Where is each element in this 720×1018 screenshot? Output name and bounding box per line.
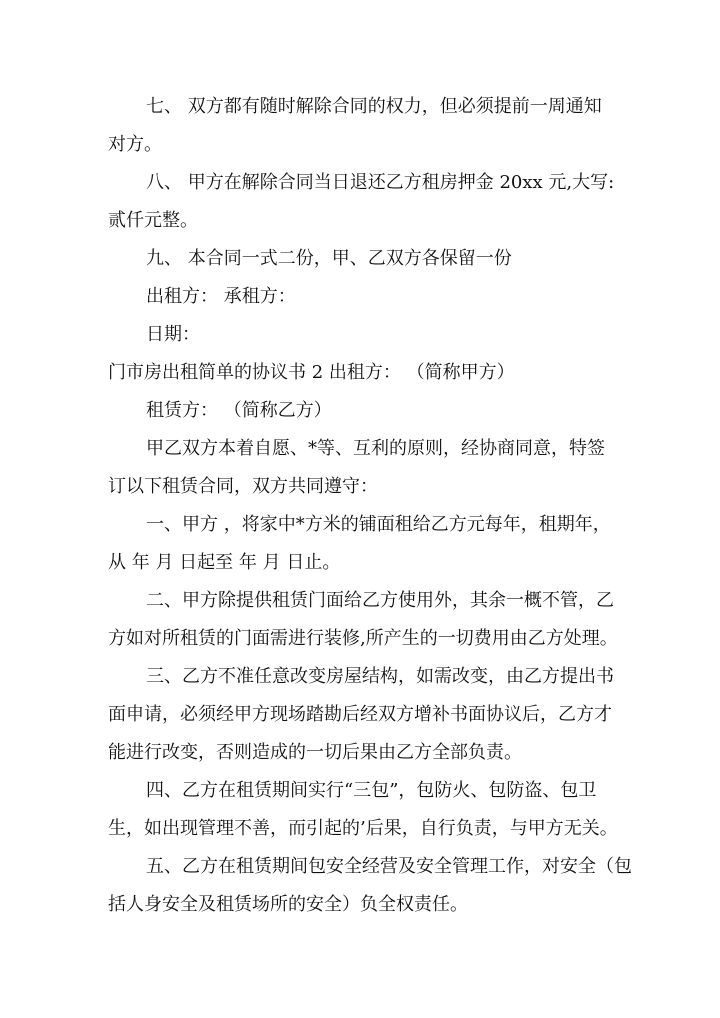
article-2-line-1: 二、甲方除提供租赁门面给乙方使用外，其余一概不管，乙: [146, 590, 614, 611]
article-4-line-2: 生，如出现管理不善，而引起的’后果，自行负责，与甲方无关。: [108, 818, 618, 839]
preamble-line-2: 订以下租赁合同，双方共同遵守：: [108, 476, 378, 497]
clause-7-line-2: 对方。: [108, 134, 162, 155]
lessee-line: 租赁方： （简称乙方）: [146, 400, 332, 421]
date-line: 日期：: [146, 324, 200, 345]
article-4-line-1: 四、乙方在租赁期间实行“三包”，包防火、包防盗、包卫: [146, 780, 597, 801]
preamble-line-1: 甲乙双方本着自愿、*等、互利的原则，经协商同意，特签: [146, 438, 605, 459]
article-3-line-3: 能进行改变，否则造成的一切后果由乙方全部负责。: [108, 742, 522, 763]
article-1-line-2: 从 年 月 日起至 年 月 日止。: [108, 552, 341, 573]
article-3-line-2: 面申请，必须经甲方现场踏勘后经双方增补书面协议后，乙方才: [108, 704, 612, 725]
signature-parties-line: 出租方： 承租方：: [146, 286, 296, 307]
article-5-line-1: 五、乙方在租赁期间包安全经营及安全管理工作，对安全（包: [146, 856, 632, 877]
clause-8-line-2: 贰仟元整。: [108, 210, 198, 231]
article-2-line-2: 方如对所租赁的门面需进行装修,所产生的一切费用由乙方处理。: [108, 628, 618, 649]
clause-9-line: 九、 本合同一式二份，甲、乙双方各保留一份: [146, 248, 512, 269]
article-1-line-1: 一、甲方 ，将家中*方米的铺面租给乙方元每年，租期年，: [146, 514, 611, 535]
agreement-2-title-line: 门市房出租简单的协议书 2 出租方： （简称甲方）: [108, 362, 515, 383]
clause-8-line-1: 八、 甲方在解除合同当日退还乙方租房押金 20xx 元,大写:: [146, 172, 615, 193]
article-3-line-1: 三、乙方不准任意改变房屋结构，如需改变，由乙方提出书: [146, 666, 614, 687]
clause-7-line-1: 七、 双方都有随时解除合同的权力，但必须提前一周通知: [146, 96, 602, 117]
article-5-line-2: 括人身安全及租赁场所的安全）负全权责任。: [108, 894, 468, 915]
